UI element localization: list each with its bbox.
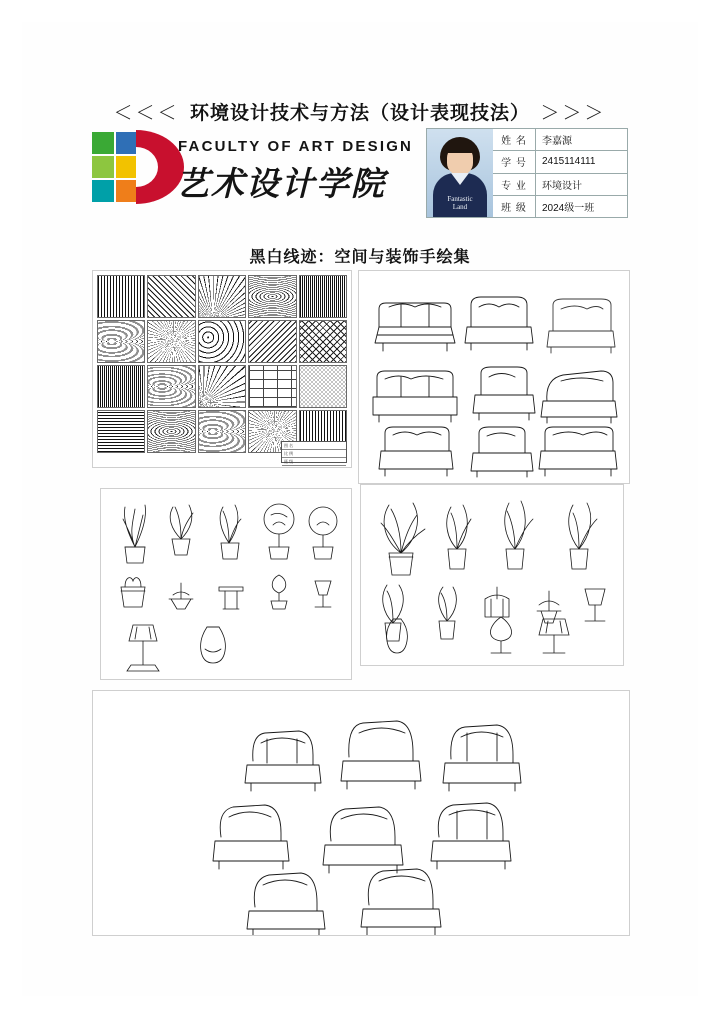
info-row-student-id xyxy=(493,151,627,173)
page-subtitle: 黑白线迹：空间与装饰手绘集 xyxy=(249,249,471,266)
sofa-sketches-panel xyxy=(358,270,630,484)
chevron-right-icon: ＞＞＞ xyxy=(540,103,607,124)
info-value-name: 李嘉源 xyxy=(542,136,572,148)
chevron-left-icon: ＜＜＜ xyxy=(113,103,180,124)
armchair-sketches-drawing xyxy=(93,691,629,935)
info-label-name: 姓 名 xyxy=(493,129,536,150)
info-row-major xyxy=(493,174,627,196)
document-title-row xyxy=(22,98,698,125)
faculty-name-en: FACULTY OF ART DESIGN xyxy=(178,138,414,155)
student-photo xyxy=(427,129,493,217)
texture-studies-panel xyxy=(92,270,352,468)
photo-brand-text xyxy=(427,195,493,211)
student-info-card xyxy=(426,128,628,218)
student-info-rows xyxy=(493,129,627,217)
planter-sketches-panel xyxy=(360,484,624,666)
header-band xyxy=(92,128,628,218)
drawing-title-block xyxy=(281,441,347,463)
document-sheet xyxy=(22,22,698,996)
info-value-class: 2024级一班 xyxy=(542,202,595,214)
info-value-major: 环境设计 xyxy=(542,180,582,192)
info-label-class: 班 级 xyxy=(493,196,536,217)
planter-sketches-drawing xyxy=(361,485,623,665)
photo-brand-line1: Fantastic xyxy=(447,195,473,203)
sofa-sketches-drawing xyxy=(359,271,629,483)
photo-brand-line2: Land xyxy=(452,203,468,211)
info-label-student-id: 学 号 xyxy=(493,151,536,172)
title-block-row-1: 图 名 xyxy=(282,442,346,450)
info-label-major: 专 业 xyxy=(493,174,536,195)
info-value-student-id: 2415114111 xyxy=(542,156,596,168)
texture-swatch-grid xyxy=(97,275,347,453)
plant-sketches-drawing xyxy=(101,489,351,679)
info-row-class xyxy=(493,196,627,217)
page-title: 环境设计技术与方法（设计表现技法） xyxy=(189,103,530,124)
plant-sketches-panel xyxy=(100,488,352,680)
faculty-name-cn: 艺术设计学院 xyxy=(176,164,386,203)
title-block-row-2: 比 例 xyxy=(282,450,346,458)
faculty-logo xyxy=(92,130,414,214)
logo-mark-icon xyxy=(92,130,184,204)
title-block-row-3: 班 级 xyxy=(282,458,346,466)
armchair-sketches-panel xyxy=(92,690,630,936)
info-row-name xyxy=(493,129,627,151)
